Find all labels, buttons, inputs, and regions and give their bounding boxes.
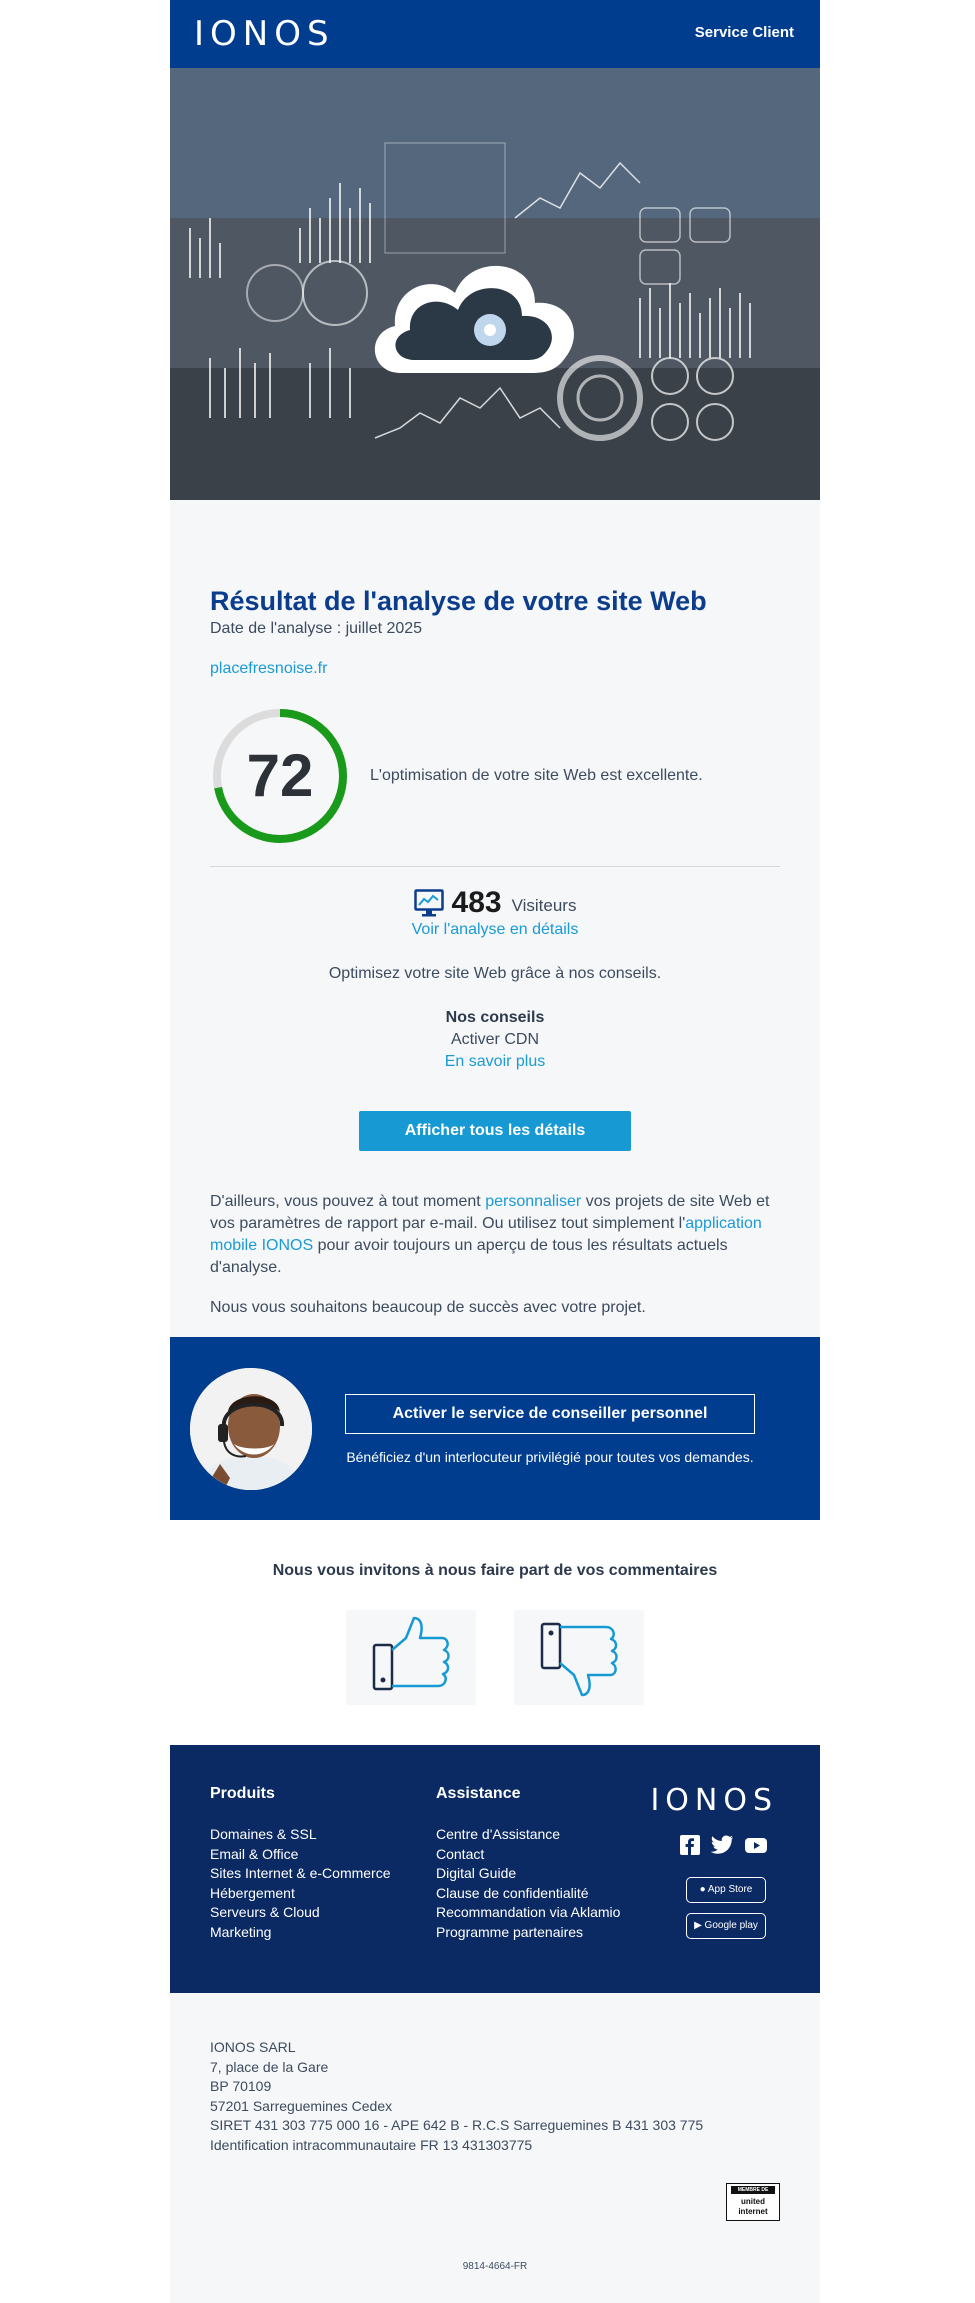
tips-title: Nos conseils (445, 1009, 545, 1026)
footer-assistance (436, 1785, 620, 1942)
footer-link[interactable]: Clause de confidentialité (436, 1884, 589, 1901)
feedback-title: Nous vous invitons à nous faire part de vos commentaires (272, 1562, 718, 1579)
service-client-link[interactable]: Service Client (694, 24, 794, 41)
info-paragraph (210, 1191, 780, 1279)
badge-name-text: united internet (738, 2197, 768, 2216)
app-store-label: App Store (707, 1884, 753, 1895)
score-value: 72 (246, 742, 314, 809)
company-address (210, 2038, 703, 2155)
footer-link[interactable]: Email & Office (210, 1845, 299, 1862)
footer-link[interactable]: Recommandation via Aklamio (436, 1904, 621, 1920)
legal-line: BP 70109 (210, 2078, 272, 2094)
facebook-icon[interactable] (680, 1835, 700, 1855)
activate-advisor-button[interactable]: Activer le service de conseiller personnel (345, 1394, 755, 1434)
legal-line: SIRET 431 303 775 000 16 - APE 642 B - R.C.S Sarreguemines B 431 303 775 (210, 2117, 704, 2133)
footer-link[interactable]: Contact (436, 1845, 485, 1862)
footer-link[interactable]: Serveurs & Cloud (210, 1904, 320, 1920)
closing-text: Nous vous souhaitons beaucoup de succès avec votre projet. (210, 1299, 646, 1316)
thumbs-down-button[interactable] (514, 1610, 644, 1705)
footer-products-title: Produits (210, 1785, 275, 1802)
visitors-label: Visiteurs (511, 896, 577, 915)
footer-products (210, 1785, 391, 1942)
para-text-b: vos projets de site Web et vos paramètres de rapport par e-mail. Ou utilisez tout simplement l' (210, 1193, 770, 1232)
analysis-details-link[interactable]: Voir l'analyse en détails (411, 921, 579, 938)
google-play-label: Google play (704, 1920, 758, 1931)
thumbs-up-icon (346, 1610, 476, 1705)
footer (170, 1745, 820, 1993)
personalize-link[interactable]: personnaliser (485, 1193, 582, 1210)
apple-icon: ● (699, 1884, 706, 1895)
feedback-section (170, 1520, 820, 1745)
cloud-analytics-illustration (170, 68, 820, 500)
footer-link[interactable]: Hébergement (210, 1884, 295, 1901)
legal-section (170, 1993, 820, 2303)
site-link[interactable]: placefresnoise.fr (210, 660, 328, 677)
ionos-logo[interactable]: IONOS (194, 14, 335, 54)
header (170, 0, 820, 68)
mobile-app-link[interactable]: application mobile IONOS (210, 1215, 762, 1254)
play-icon: ▶ (694, 1920, 702, 1931)
monitor-icon (414, 889, 444, 917)
reference-code: 9814-4664-FR (462, 2261, 528, 2272)
legal-line: IONOS SARL (210, 2039, 296, 2055)
footer-link[interactable]: Centre d'Assistance (436, 1826, 561, 1842)
footer-link[interactable]: Sites Internet & e-Commerce (210, 1865, 391, 1881)
footer-link[interactable]: Domaines & SSL (210, 1826, 317, 1842)
page-title: Résultat de l'analyse de votre site Web (210, 586, 707, 616)
thumbs-down-icon (514, 1610, 644, 1705)
hero-image (170, 68, 820, 500)
show-details-button[interactable]: Afficher tous les détails (359, 1111, 631, 1151)
footer-link[interactable]: Marketing (210, 1923, 272, 1940)
analysis-section (170, 500, 820, 1337)
app-store-badge[interactable] (686, 1877, 766, 1903)
divider (210, 866, 780, 867)
united-internet-logo (726, 2183, 780, 2221)
thumbs-up-button[interactable] (346, 1610, 476, 1705)
footer-link[interactable]: Programme partenaires (436, 1923, 584, 1940)
advisor-banner (170, 1337, 820, 1520)
para-text-c: pour avoir toujours un aperçu de tous les résultats actuels d'analyse. (210, 1237, 728, 1276)
email-container (170, 0, 820, 2303)
visitors-count: 483 (451, 886, 502, 919)
tips-intro: Optimisez votre site Web grâce à nos conseils. (328, 965, 662, 982)
legal-line: 7, place de la Gare (210, 2058, 329, 2075)
legal-line: 57201 Sarreguemines Cedex (210, 2097, 393, 2114)
twitter-icon[interactable] (710, 1835, 734, 1855)
para-text-a: D'ailleurs, vous pouvez à tout moment (210, 1193, 486, 1210)
legal-line: Identification intracommunautaire FR 13 431303775 (210, 2136, 533, 2153)
footer-link[interactable]: Digital Guide (436, 1865, 517, 1881)
footer-logo[interactable]: IONOS (650, 1783, 778, 1818)
visitors-line (210, 885, 780, 921)
score-row (210, 706, 780, 846)
social-links (680, 1835, 768, 1855)
analysis-date: Date de l'analyse : juillet 2025 (210, 620, 423, 637)
advisor-avatar (190, 1368, 312, 1490)
advisor-subtitle: Bénéficiez d'un interlocuteur privilégié pour toutes vos demandes. (346, 1449, 754, 1465)
footer-assistance-title: Assistance (436, 1785, 521, 1802)
score-message: L'optimisation de votre site Web est excellente. (370, 767, 703, 784)
badge-top-text: MEMBRE DE (731, 2186, 775, 2194)
visitors-block (210, 885, 780, 939)
learn-more-link[interactable]: En savoir plus (444, 1053, 546, 1070)
youtube-icon[interactable] (744, 1835, 768, 1855)
tip-item: Activer CDN (450, 1031, 539, 1048)
google-play-badge[interactable] (686, 1913, 766, 1939)
score-gauge (210, 706, 350, 846)
